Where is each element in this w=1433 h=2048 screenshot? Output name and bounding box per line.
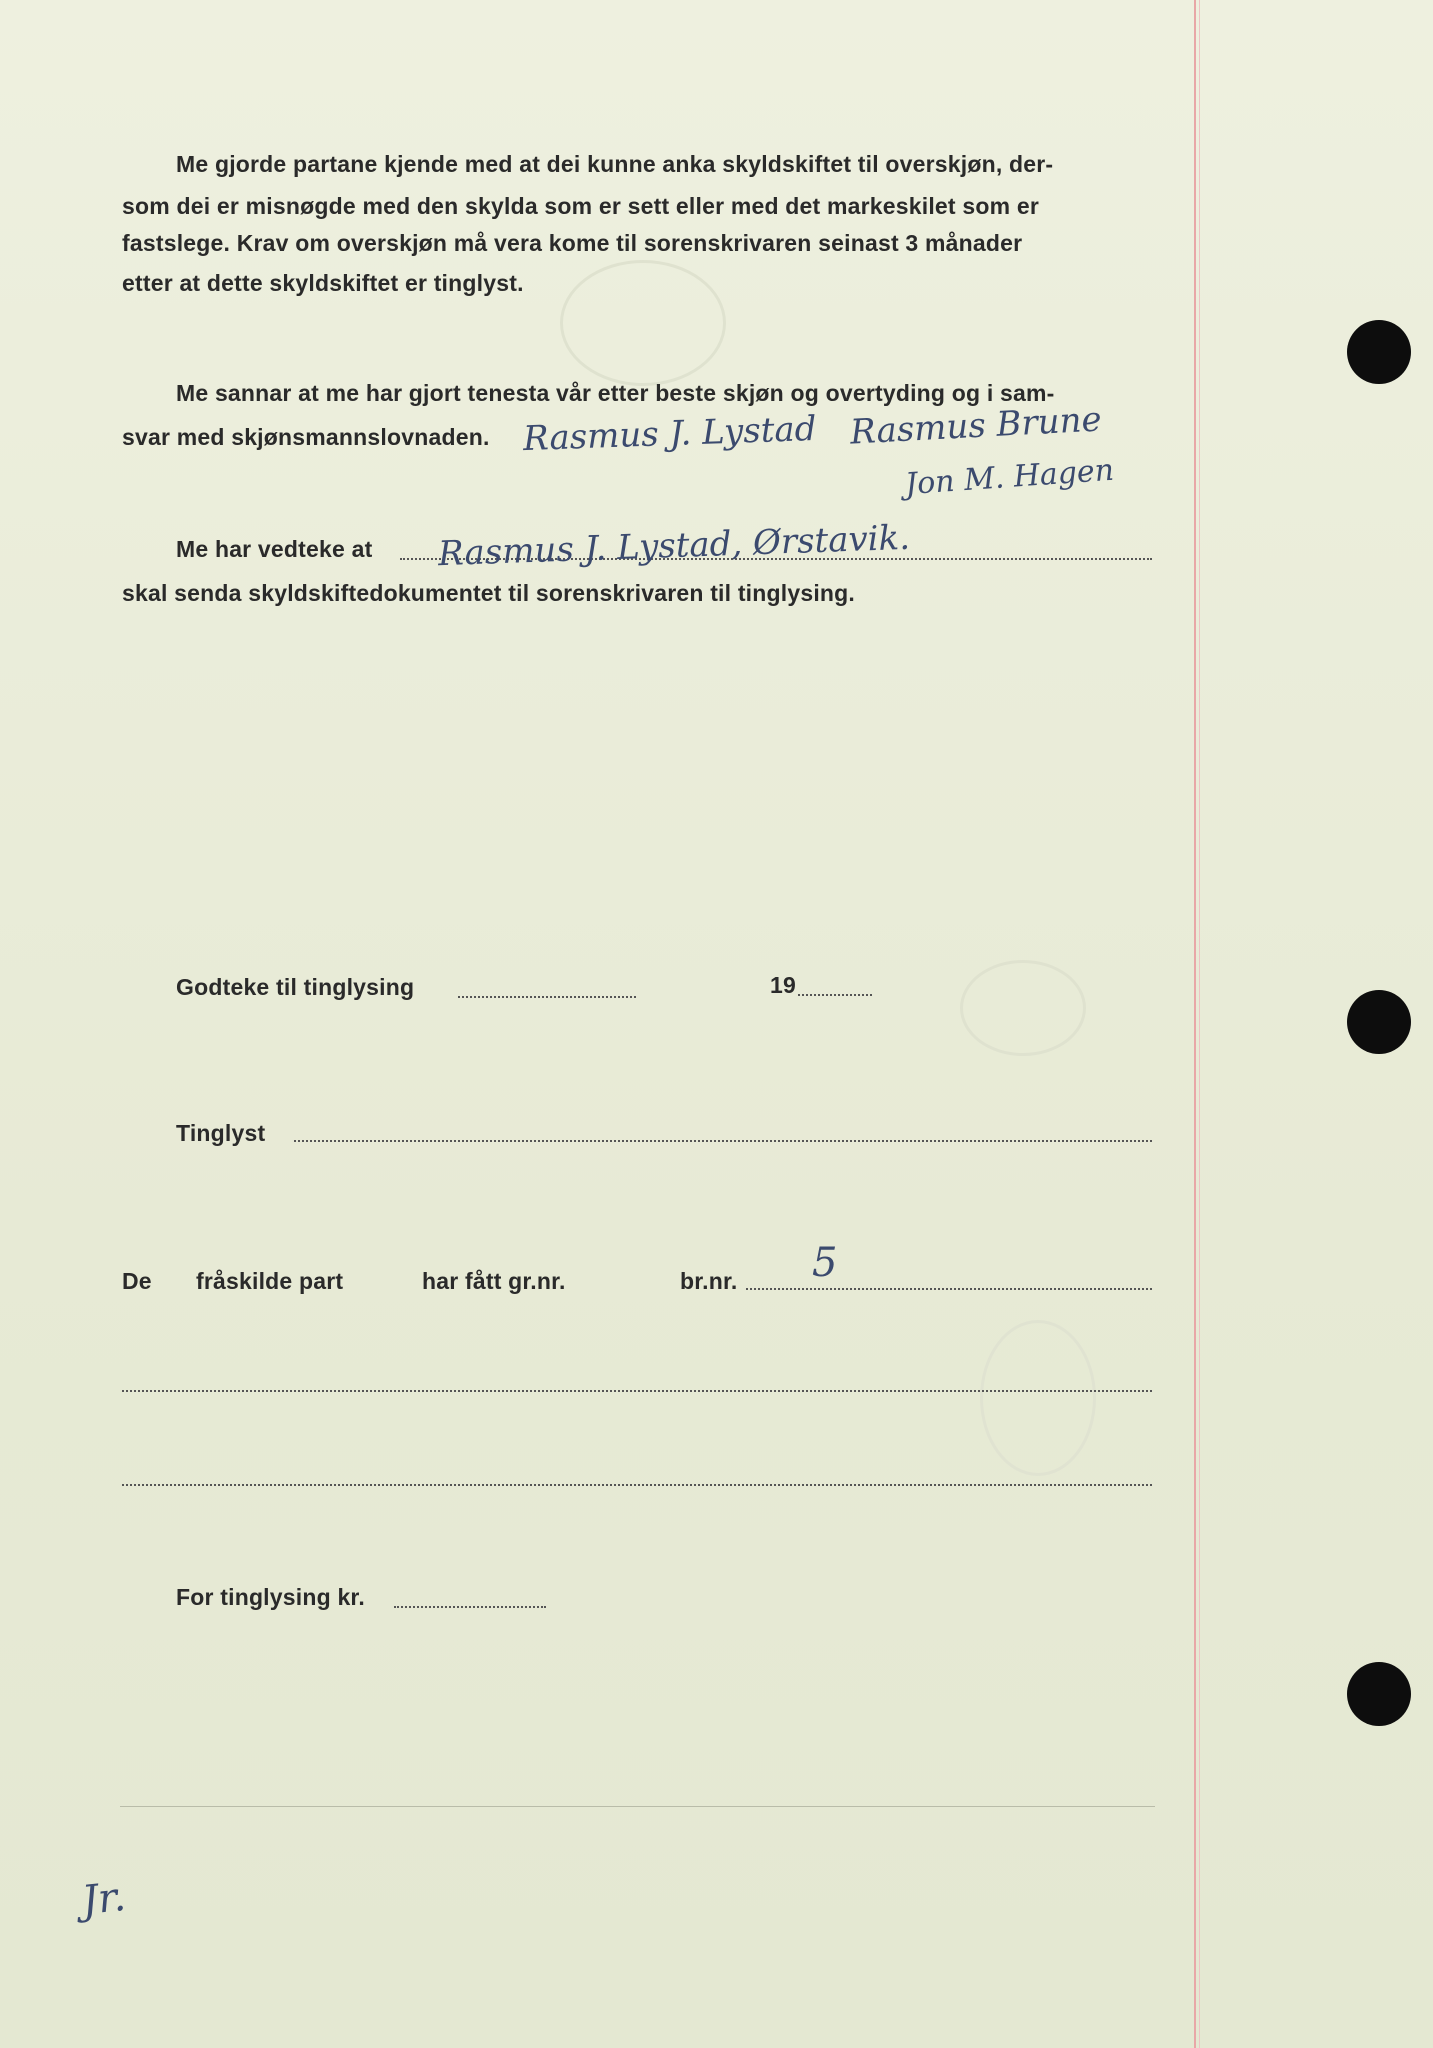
vedteke-value: Rasmus J. Lystad, Ørstavik. <box>437 517 911 575</box>
punch-hole-middle <box>1347 990 1411 1054</box>
signature-2: Rasmus Brune <box>849 399 1103 453</box>
brnr-value: 5 <box>812 1240 838 1286</box>
vedteke-label: Me har vedteke at <box>176 536 373 562</box>
fraskilde-label-1: De <box>122 1268 152 1294</box>
margin-line-secondary <box>1199 0 1200 2048</box>
bleed-through-texture <box>960 960 1086 1056</box>
godteke-year-prefix: 19 <box>770 972 796 998</box>
margin-line <box>1194 0 1196 2048</box>
godteke-year-dotted-line <box>798 994 872 996</box>
godteke-dotted-line <box>458 996 636 998</box>
signature-3: Jon M. Hagen <box>904 452 1116 503</box>
punch-hole-top <box>1347 320 1411 384</box>
footnote-rule <box>120 1806 1155 1807</box>
bleed-through-texture <box>980 1320 1096 1476</box>
paragraph-line: fastslege. Krav om overskjøn må vera kome til sorenskrivaren seinast 3 månader <box>122 230 1023 256</box>
fraskilde-label-3: har fått gr.nr. <box>422 1268 566 1294</box>
for-tinglysing-dotted-line <box>394 1606 546 1608</box>
fraskilde-label-2: fråskilde part <box>196 1268 344 1294</box>
tinglyst-label: Tinglyst <box>176 1120 266 1146</box>
paragraph-line: Me sannar at me har gjort tenesta vår etter beste skjøn og overtyding og i sam- <box>176 380 1055 406</box>
signature-1: Rasmus J. Lystad <box>522 408 818 460</box>
vedteke-line-2: skal senda skyldskiftedokumentet til sorenskrivaren til tinglysing. <box>122 580 856 606</box>
blank-dotted-line <box>122 1484 1152 1486</box>
paragraph-line: som dei er misnøgde med den skylda som er sett eller med det markeskilet som er <box>122 193 1039 219</box>
punch-hole-bottom <box>1347 1662 1411 1726</box>
paragraph-line: svar med skjønsmannslovnaden. <box>122 424 490 450</box>
bleed-through-texture <box>560 260 726 386</box>
brnr-dotted-line <box>746 1288 1152 1290</box>
paragraph-line: Me gjorde partane kjende med at dei kunne anka skyldskiftet til overskjøn, der- <box>176 151 1054 177</box>
for-tinglysing-label: For tinglysing kr. <box>176 1584 365 1610</box>
blank-dotted-line <box>122 1390 1152 1392</box>
paragraph-line: etter at dette skyldskiftet er tinglyst. <box>122 270 524 296</box>
godteke-label: Godteke til tinglysing <box>176 974 415 1000</box>
fraskilde-label-4: br.nr. <box>680 1268 738 1294</box>
tinglyst-dotted-line <box>294 1140 1152 1142</box>
initials: Jr. <box>79 1873 128 1925</box>
